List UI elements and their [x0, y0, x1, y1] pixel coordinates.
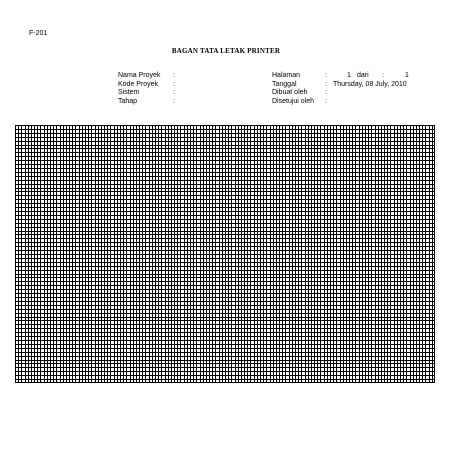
field-disetujui-colon: :	[325, 97, 327, 105]
field-nama-proyek-label: Nama Proyek	[118, 72, 161, 79]
field-halaman-page: 1	[347, 72, 351, 79]
field-dibuat-colon: :	[325, 89, 327, 96]
field-nama-proyek-colon: :	[173, 72, 175, 79]
field-tanggal-label: Tanggal	[272, 80, 297, 88]
printer-layout-grid	[15, 125, 435, 383]
page-title: BAGAN TATA LETAK PRINTER	[171, 47, 281, 55]
field-kode-proyek-label: Kode Proyek	[118, 80, 159, 88]
form-code: F-201	[29, 30, 48, 37]
field-tanggal-colon: :	[325, 80, 327, 88]
field-halaman-total: 1	[405, 72, 409, 79]
grid-svg	[15, 125, 435, 383]
field-kode-proyek-colon: :	[173, 80, 175, 88]
field-halaman-of-colon: :	[382, 72, 384, 79]
field-halaman-colon: :	[325, 72, 327, 79]
field-halaman-label: Halaman	[272, 72, 301, 79]
field-sistem-colon: :	[173, 89, 175, 96]
field-dibuat-label: Dibuat oleh	[272, 89, 308, 96]
field-tahap-colon: :	[173, 97, 175, 105]
field-sistem-label: Sistem	[118, 89, 140, 96]
field-tahap-label: Tahap	[118, 97, 138, 105]
field-halaman-of-label: dari	[357, 72, 369, 79]
field-tanggal-value: Thursday, 08 July, 2010	[333, 80, 407, 88]
field-disetujui-label: Disetujui oleh	[272, 97, 315, 105]
